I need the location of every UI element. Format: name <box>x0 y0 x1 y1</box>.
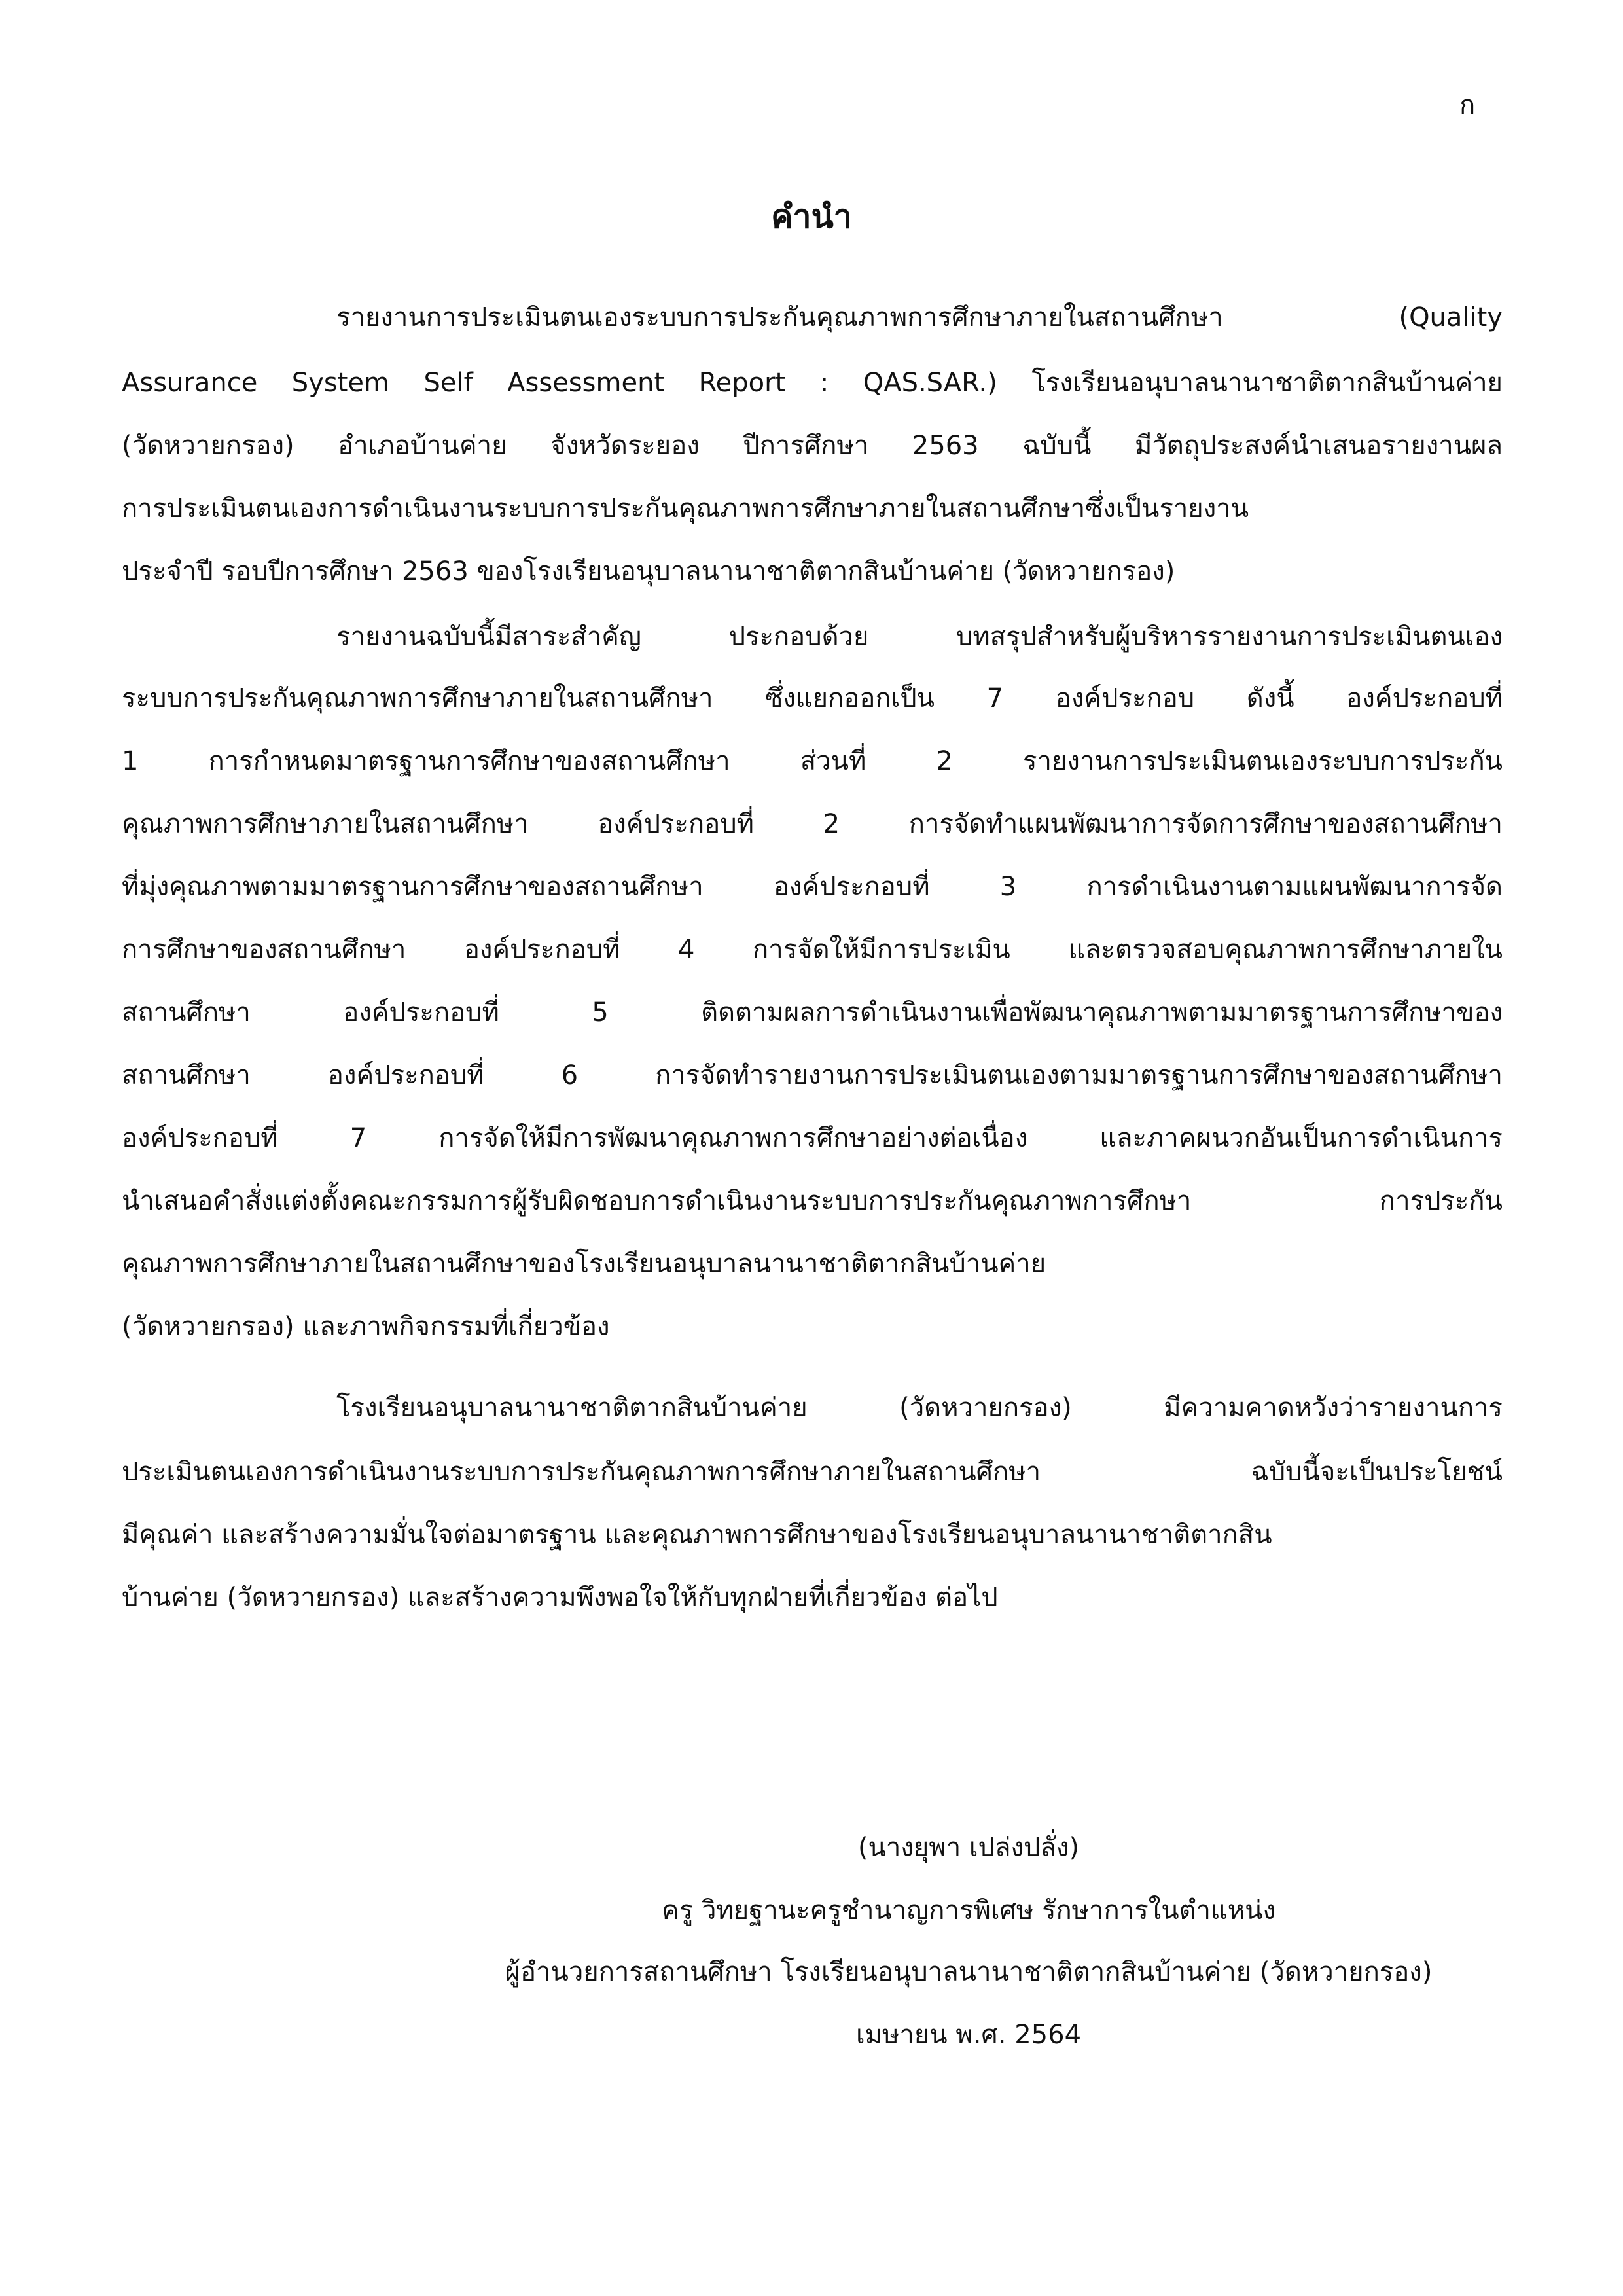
paragraph-2-line-6: การศึกษาของสถานศึกษา องค์ประกอบที่ 4 การจัดให้มีการประเมิน และตรวจสอบคุณภาพการศึกษาภายใน <box>122 935 1503 965</box>
page-title: คำนำ <box>771 198 852 236</box>
paragraph-1-line-2: Assurance System Self Assessment Report : QAS.SAR.) โรงเรียนอนุบาลนานาชาติตากสินบ้านค่าย <box>122 368 1503 398</box>
paragraph-2-line-5: ที่มุ่งคุณภาพตามมาตรฐานการศึกษาของสถานศึกษา องค์ประกอบที่ 3 การดำเนินงานตามแผนพัฒนาการจัด <box>122 872 1503 902</box>
paragraph-1-line-1: รายงานการประเมินตนเองระบบการประกันคุณภาพการศึกษาภายในสถานศึกษา (Quality <box>336 302 1503 332</box>
signature-name: (นางยุพา เปล่งปลั่ง) <box>857 1833 1080 1863</box>
page-number: ก <box>1459 90 1476 120</box>
signature-role: ผู้อำนวยการสถานศึกษา โรงเรียนอนุบาลนานาชาติตากสินบ้านค่าย (วัดหวายกรอง) <box>505 1957 1433 1987</box>
paragraph-2-line-8: สถานศึกษา องค์ประกอบที่ 6 การจัดทำรายงานการประเมินตนเองตามมาตรฐานการศึกษาของสถานศึกษา <box>122 1060 1503 1090</box>
paragraph-2-line-1: รายงานฉบับนี้มีสาระสำคัญ ประกอบด้วย บทสรุปสำหรับผู้บริหารรายงานการประเมินตนเอง <box>336 622 1503 652</box>
paragraph-1-line-5: ประจำปี รอบปีการศึกษา 2563 ของโรงเรียนอนุบาลนานาชาติตากสินบ้านค่าย (วัดหวายกรอง) <box>122 556 1175 586</box>
paragraph-3-line-1: โรงเรียนอนุบาลนานาชาติตากสินบ้านค่าย (วัดหวายกรอง) มีความคาดหวังว่ารายงานการ <box>336 1393 1503 1423</box>
paragraph-2-line-7: สถานศึกษา องค์ประกอบที่ 5 ติดตามผลการดำเนินงานเพื่อพัฒนาคุณภาพตามมาตรฐานการศึกษาของ <box>122 997 1503 1028</box>
paragraph-2-line-2: ระบบการประกันคุณภาพการศึกษาภายในสถานศึกษา ซึ่งแยกออกเป็น 7 องค์ประกอบ ดังนี้ องค์ประกอบที่ <box>122 683 1503 713</box>
paragraph-1-line-3: (วัดหวายกรอง) อำเภอบ้านค่าย จังหวัดระยอง ปีการศึกษา 2563 ฉบับนี้ มีวัตถุประสงค์นำเสนอรายงานผล <box>122 431 1503 461</box>
paragraph-2-line-4: คุณภาพการศึกษาภายในสถานศึกษา องค์ประกอบที่ 2 การจัดทำแผนพัฒนาการจัดการศึกษาของสถานศึกษา <box>122 809 1503 839</box>
signature-position: ครู วิทยฐานะครูชำนาญการพิเศษ รักษาการในตำแหน่ง <box>661 1895 1276 1926</box>
paragraph-2-line-9: องค์ประกอบที่ 7 การจัดให้มีการพัฒนาคุณภาพการศึกษาอย่างต่อเนื่อง และภาคผนวกอันเป็นการดำเนินการ <box>122 1123 1503 1153</box>
paragraph-2-line-3: 1 การกำหนดมาตรฐานการศึกษาของสถานศึกษา ส่วนที่ 2 รายงานการประเมินตนเองระบบการประกัน <box>122 746 1503 776</box>
paragraph-2-line-12: (วัดหวายกรอง) และภาพกิจกรรมที่เกี่ยวข้อง <box>122 1312 610 1342</box>
paragraph-3-line-3: มีคุณค่า และสร้างความมั่นใจต่อมาตรฐาน และคุณภาพการศึกษาของโรงเรียนอนุบาลนานาชาติตากสิน <box>122 1520 1272 1550</box>
paragraph-2-line-10: นำเสนอคำสั่งแต่งตั้งคณะกรรมการผู้รับผิดชอบการดำเนินงานระบบการประกันคุณภาพการศึกษา การประกัน <box>122 1186 1503 1216</box>
paragraph-1-line-4: การประเมินตนเองการดำเนินงานระบบการประกันคุณภาพการศึกษาภายในสถานศึกษาซึ่งเป็นรายงาน <box>122 493 1249 524</box>
signature-date: เมษายน พ.ศ. 2564 <box>855 2020 1082 2050</box>
paragraph-3-line-2: ประเมินตนเองการดำเนินงานระบบการประกันคุณภาพการศึกษาภายในสถานศึกษา ฉบับนี้จะเป็นประโยชน์ <box>122 1457 1503 1487</box>
paragraph-2-line-11: คุณภาพการศึกษาภายในสถานศึกษาของโรงเรียนอนุบาลนานาชาติตากสินบ้านค่าย <box>122 1249 1046 1279</box>
paragraph-3-line-4: บ้านค่าย (วัดหวายกรอง) และสร้างความพึงพอใจให้กับทุกฝ่ายที่เกี่ยวข้อง ต่อไป <box>122 1583 998 1613</box>
